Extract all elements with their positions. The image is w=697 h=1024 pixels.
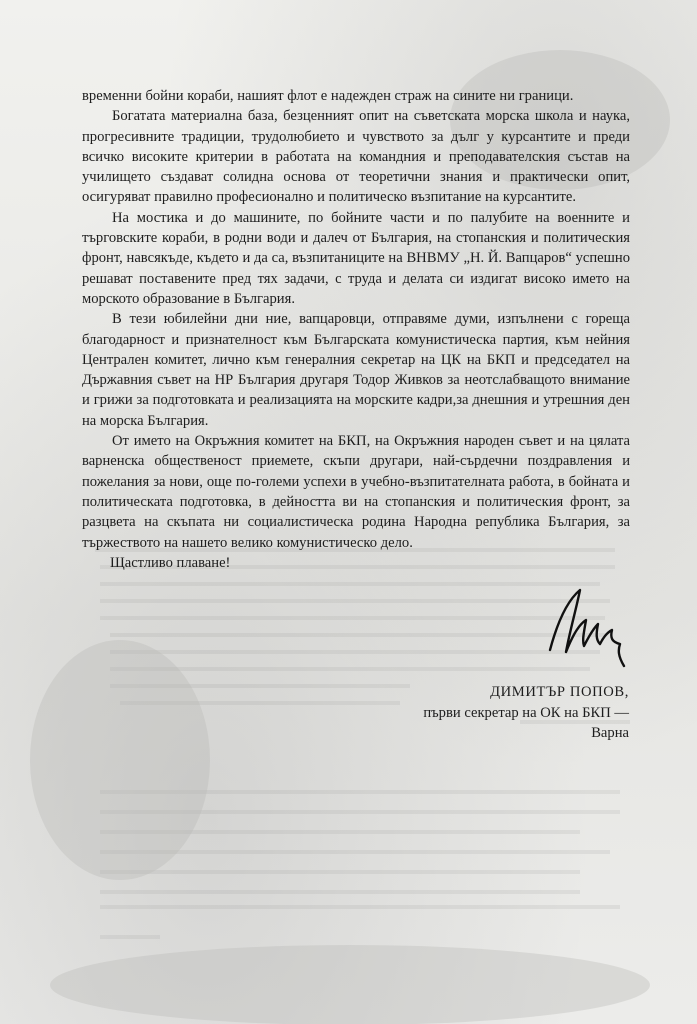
letter-body xyxy=(82,86,630,553)
author-city: Варна xyxy=(591,725,629,741)
paragraph: В тези юбилейни дни ние, вапцаровци, отправяме думи, изпълнени с гореща благодарност и признателност към Българската комунистическа партия, към нейния Централен комитет, лично към генералния секретар на ЦК на БКП и председател на Държавния съвет на НР България другаря Тодор Живков за неотслабващото внимание и грижи за подготовката и реализацията на морските кадри,за днешния и утрешния ден на морска България. xyxy=(82,311,630,429)
paragraph: От името на Окръжния комитет на БКП, на Окръжния народен съвет и на цялата варненска общественост приемете, скъпи другари, най-сърдечни поздравления и пожелания за нови, още по-големи успехи в учебно-възпитателната работа, в бойната и политическата подготовка, в дейността ви на стопанския и политическия фронт, за разцвета на скъпата ни социалистическа родина Народна република България, за тържеството на нашето велико комунистическо дело. xyxy=(82,433,630,551)
author-name: ДИМИТЪР ПОПОВ, xyxy=(490,684,629,700)
handwritten-signature xyxy=(540,580,630,670)
author-title: първи секретар на ОК на БКП — xyxy=(423,704,629,721)
signature-block xyxy=(329,682,629,744)
paragraph: временни бойни кораби, нашият флот е надежден страж на сините ни граници. xyxy=(82,88,574,104)
paragraph: Богатата материална база, безценният опит на съветската морска школа и наука, прогресивните традиции, трудолюбието и чувството за дълг у курсантите и преди всичко високите критерии в работата на командния и преподавателския състав на училището създават солидна основа от теоретични знания и практически опит, осигуряват правилно професионално и политическо възпитание на курсантите. xyxy=(82,108,630,206)
paragraph: На мостика и до машините, по бойните части и по палубите на военните и търговските кораби, в родни води и далеч от България, на стопанския и политическия фронт, навсякъде, където и да са, възпитаниците на ВНВМУ „Н. Й. Вапцаров“ успешно решават поставените пред тях задачи, с труда и делата си издигат високо името на морското образование в България. xyxy=(82,209,630,307)
closing-wish: Щастливо плаване! xyxy=(110,555,231,571)
